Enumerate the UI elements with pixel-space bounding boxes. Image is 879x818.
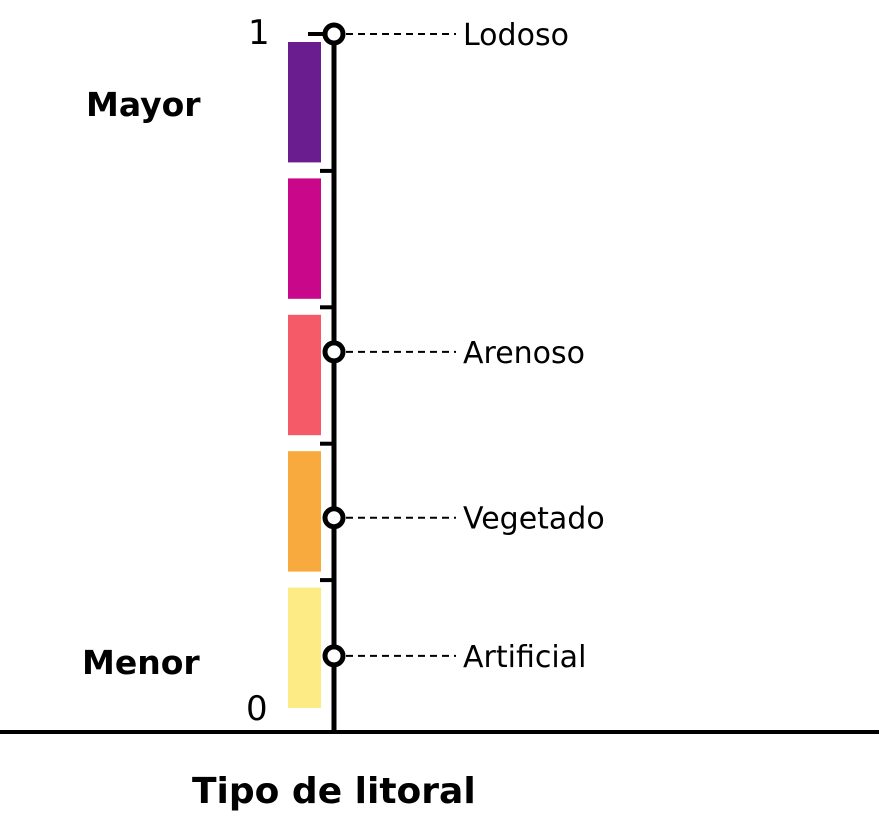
marker-vegetado bbox=[325, 502, 605, 537]
marker-arenoso bbox=[325, 336, 585, 371]
category-markers bbox=[325, 18, 605, 675]
scale-block-2 bbox=[288, 451, 321, 571]
marker-circle bbox=[325, 509, 343, 527]
marker-lodoso bbox=[325, 18, 569, 53]
color-scale-blocks bbox=[288, 42, 321, 708]
top-value-label: 1 bbox=[248, 13, 270, 53]
low-label: Menor bbox=[82, 643, 200, 682]
bottom-value-label: 0 bbox=[246, 689, 268, 729]
marker-circle bbox=[325, 25, 343, 43]
category-label: Artificial bbox=[463, 639, 587, 675]
category-label: Vegetado bbox=[463, 501, 605, 537]
marker-artificial bbox=[325, 640, 586, 675]
marker-circle bbox=[325, 647, 343, 665]
marker-circle bbox=[325, 343, 343, 361]
category-label: Arenoso bbox=[463, 335, 586, 371]
scale-block-3 bbox=[288, 315, 321, 435]
axis-title: Tipo de litoral bbox=[192, 771, 476, 812]
category-label: Lodoso bbox=[463, 18, 569, 53]
high-label: Mayor bbox=[86, 85, 201, 124]
scale-block-4 bbox=[288, 178, 321, 298]
scale-block-1 bbox=[288, 588, 321, 708]
scale-block-5 bbox=[288, 42, 321, 162]
